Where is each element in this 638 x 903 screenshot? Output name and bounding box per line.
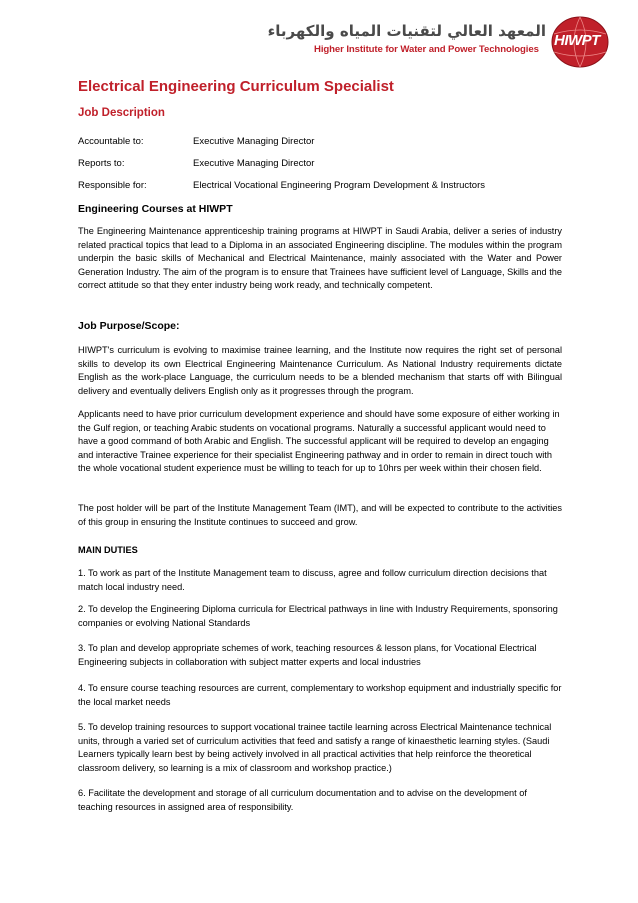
- page-title: Electrical Engineering Curriculum Specialist: [78, 78, 394, 95]
- detail-label: Reports to:: [78, 158, 125, 169]
- logo-arabic-text: المعهد العالي لتقنيات المياه والكهرباء: [267, 22, 546, 40]
- courses-heading: Engineering Courses at HIWPT: [78, 203, 233, 215]
- purpose-paragraph-2: Applicants need to have prior curriculum development experience and should have some exposure of either working in the Gulf region, or teaching Arabic students on vocational programs. Naturally a successful applicant would need to have a good command of both Arabic and English. The successful applicant will be required to develop an engaging and interactive Trainee experience for their specialist Engineering pathway and in order to remain in direct touch with the whole vocational student experience must be willing to teach for up to 10hrs per week within their chosen field.: [78, 409, 560, 473]
- duty-item: 2. To develop the Engineering Diploma curricula for Electrical pathways in line with Industry Requirements, sponsoring companies or evolving National Standards: [78, 604, 558, 628]
- duty-item: 3. To plan and develop appropriate schemes of work, teaching resources & lesson plans, for Vocational Electrical Engineering subjects in collaboration with subject matter experts and local industries: [78, 643, 537, 667]
- detail-value: Executive Managing Director: [193, 136, 315, 147]
- main-duties-heading: MAIN DUTIES: [78, 545, 138, 555]
- logo-mark-text: HIWPT: [554, 32, 600, 49]
- duty-item: 1. To work as part of the Institute Management team to discuss, agree and follow curriculum direction decisions that match local industry need.: [78, 568, 547, 592]
- logo-english-text: Higher Institute for Water and Power Technologies: [314, 44, 539, 55]
- detail-label: Accountable to:: [78, 136, 144, 147]
- job-description-heading: Job Description: [78, 107, 165, 119]
- institute-logo: [267, 16, 610, 68]
- courses-paragraph: The Engineering Maintenance apprenticeship training programs at HIWPT in Saudi Arabia, deliver a series of industry related practical topics that lead to a Diploma in an associated Engineering discipline. The modules within the program underpin the basic skills of Mechanical and Electrical Maintenance, mainly associated with the Water and Power Generation Industry. The aim of the program is to ensure that Trainees have sufficient level of Language, Skills and the correct attitude so that they enter industry being work ready, and technically competent.: [78, 226, 562, 290]
- purpose-heading: Job Purpose/Scope:: [78, 320, 180, 332]
- duty-item: 6. Facilitate the development and storage of all curriculum documentation and to advise on the development of teaching resources in assigned area of responsibility.: [78, 788, 527, 812]
- purpose-paragraph-3: The post holder will be part of the Institute Management Team (IMT), and will be expected to contribute to the activities of this group in ensuring the Institute continues to succeed and grow.: [78, 503, 562, 527]
- detail-value: Electrical Vocational Engineering Program Development & Instructors: [193, 180, 486, 191]
- duty-item: 5. To develop training resources to support vocational trainee tactile learning across Electrical Maintenance technical units, through a varied set of curriculum activities that feed and satisfy a range of kinaesthetic learning styles. (Saudi Learners typically learn best by being actively involved in all practical activities that help reinforce the theoretical classroom delivery, so learning is a mix of classroom and workshop practice.): [78, 722, 552, 773]
- logo-mark: [550, 16, 610, 68]
- duty-item: 4. To ensure course teaching resources are current, complementary to workshop equipment and industrially specific for the local market needs: [78, 683, 562, 707]
- purpose-paragraph-1: HIWPT's curriculum is evolving to maximise trainee learning, and the Institute now requires the right set of personal skills to develop its own Electrical Engineering Maintenance Curriculum. As National Industry requirements dictate English as the work-place Language, the curriculum needs to be a blended mechanism that starts off with Bilingual delivery and eventually delivers English only as it progresses through the program.: [78, 345, 562, 396]
- detail-label: Responsible for:: [78, 180, 147, 191]
- detail-value: Executive Managing Director: [193, 158, 315, 169]
